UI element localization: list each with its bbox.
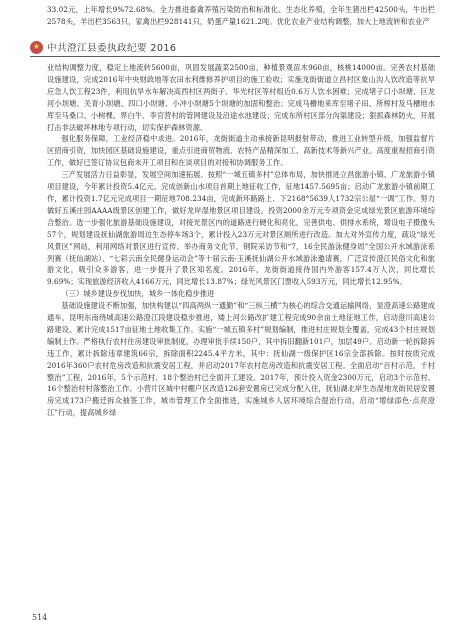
header-title: 中共澄江县委执政纪要 2016 [47, 43, 177, 54]
document-body [47, 4, 435, 419]
page-number: 514 [32, 613, 48, 622]
paragraph-industry: 强化服务保障，工业经济稳中求进。2016年，龙街街道主动承接新昆明报射带动，推进工业转型升级，加强监督片区招商引资，加快园区基础设施建设，重点引进商贸物流、农特产品精深加工、高新技术等新兴产业。高度重视招商引资工作，做好已签订协议包商未开工项目和在谈项目的对接和协调服务工作。 [47, 134, 435, 168]
paragraph-tourism: 三产发展活力日益彰显，发展空间加速拓展。按照“一城五镇多村”总体布局，加快推进立昌旅游小镇、广龙旅游小镇项目建设，今年累计投资5.4亿元，完成创新山水项目首期上地征收工作，征地1457.5695亩；启动广龙旅游小镇前期工作，累计投资1.7亿元完成项目一期征地708.234亩，完成新环路路上、下2168°5639人1732宗公屋“一调”工作。努力做好五溪庄园AAAA级景区创建工作，做好龙岸湿地景区项目建设，投资2000余万元专项资金完成绿光景区旅游环境综合整治。选一步强化旅游基础设施建设，对接光景区内的道路进行硬化和亮化，完善供电、供排水系统，增设电子摄像头57个，规划建设抚仙湖旅游周边生态停车场3个，累计投入23万元对景区厕所进行改造。加大对外宣传力度，疏设“绿光风景区”网站，利用网络对景区进行宣传。举办商务文化节、钢院采访节和“7，16全民游泳健身周”全国公开水域游泳系列赛（抚仙湖站）、“七彩云南全民健身运动会”等十届云南·玉溪抚仙湖公开水域游泳邀请赛，广泛宣传澄江民俗文化和旅游文化，吸引众多游客，进一步提升了景区知名度。2016年，龙街街道接待国内外游客157.4万人次，同比增长9.69%；实现旅游经济收入4166万元，同比增长13.87%；绿光风景区门票收入593万元，同比增长12.95%。 [47, 170, 435, 287]
paragraph-agriculture-continued: 业结构调整力度，稳定上地流转5600亩，巩固发展蔬菜2500亩，种植景观苗木960亩，核桃14000亩。完善农村基础设施建设，完成2016年中央财政地等农田水利维修养护项目的施工验收；实施龙街街道立昌村区象山沟人饮改造等抗旱应急人饮工程23件，利用抗旱水车解决高西村区两街子、华光村区等村组近0.6万人饮水困难；完成堵子口小坝塘、巨龙河小坝塘、关青小坝塘、四口小坝塘、小冲小坝塘5个坝塘的加固和整治；完成马槽地来库至堵子田、所榨村及马槽地水库至马桑口、小树棵、界白牛、李官营村的管网建设及沿途水池建设；完成东所村区部分沟渠建设；狠抓森林防火，开展打击非法破坏林地专项行动，切实保护森林资源。 [47, 63, 435, 132]
paragraph-agriculture: 33.02元，上年增长9%72.68%。全力推进畜禽养殖污染防治和标准化、生态化养殖，全年生猪出栏42500头，牛出栏2578头，羊出栏3563只，家禽出栏928141只，奶蛋产量1621.2吨。优化农业产业结构调整，加大上地流转和农业产 [47, 5, 435, 26]
section-heading: （三）城乡建设步伐加快，城乡一体化稳步推进 [61, 289, 215, 299]
party-emblem-icon: ★ [30, 41, 43, 54]
paragraph-infrastructure: 基础设施建设不断加强，加快构建以“四高两纵一通勤”和“三纵三横”为核心的综合交通运输网络，显澄高速公路建成通车，昆明东南绕城高速公路澄江段建设稳步推进，矮上河公路改扩建工程完成90余亩土地征地工作，启动澄川高速公路建设，累计完成1517亩征地土地收集工作。实施“一城五镇多村”规划编制，推进村庄规划全覆盖，完成43个村庄规划编制上作。严格执行农村住房建设审批制度，办理审批手续150户，其中拆旧翻新101户，加层49户。启动新一轮拆除拆违工作，累计拆除违章建筑66宗，拆除面积2245.4平方米，其中：抚仙湖一级保护区16宗全部拆除。按时按质完成2016年360户农村危房改造和抗震安居工程，并启动2017年农村危房改造和抗震安居工程。全面启动“百村示范，千村整治”工程，2016年，5个示范村、18个整治村已全面开工建设。2017年，预计投入资金2300万元，启动3个示范村、16个整治村村落整治工作。小营片区城中村棚户区改造126套安置房已完成分配入住，抚仙湖北岸生态湿地龙街民居安置房完成173户搬迁拆众抽签工作，城市管理工作全面推进，实施城乡人居环境综合提治行动，启动“增绿添色·点亮澄江”行动，提高城乡绿 [47, 301, 435, 418]
